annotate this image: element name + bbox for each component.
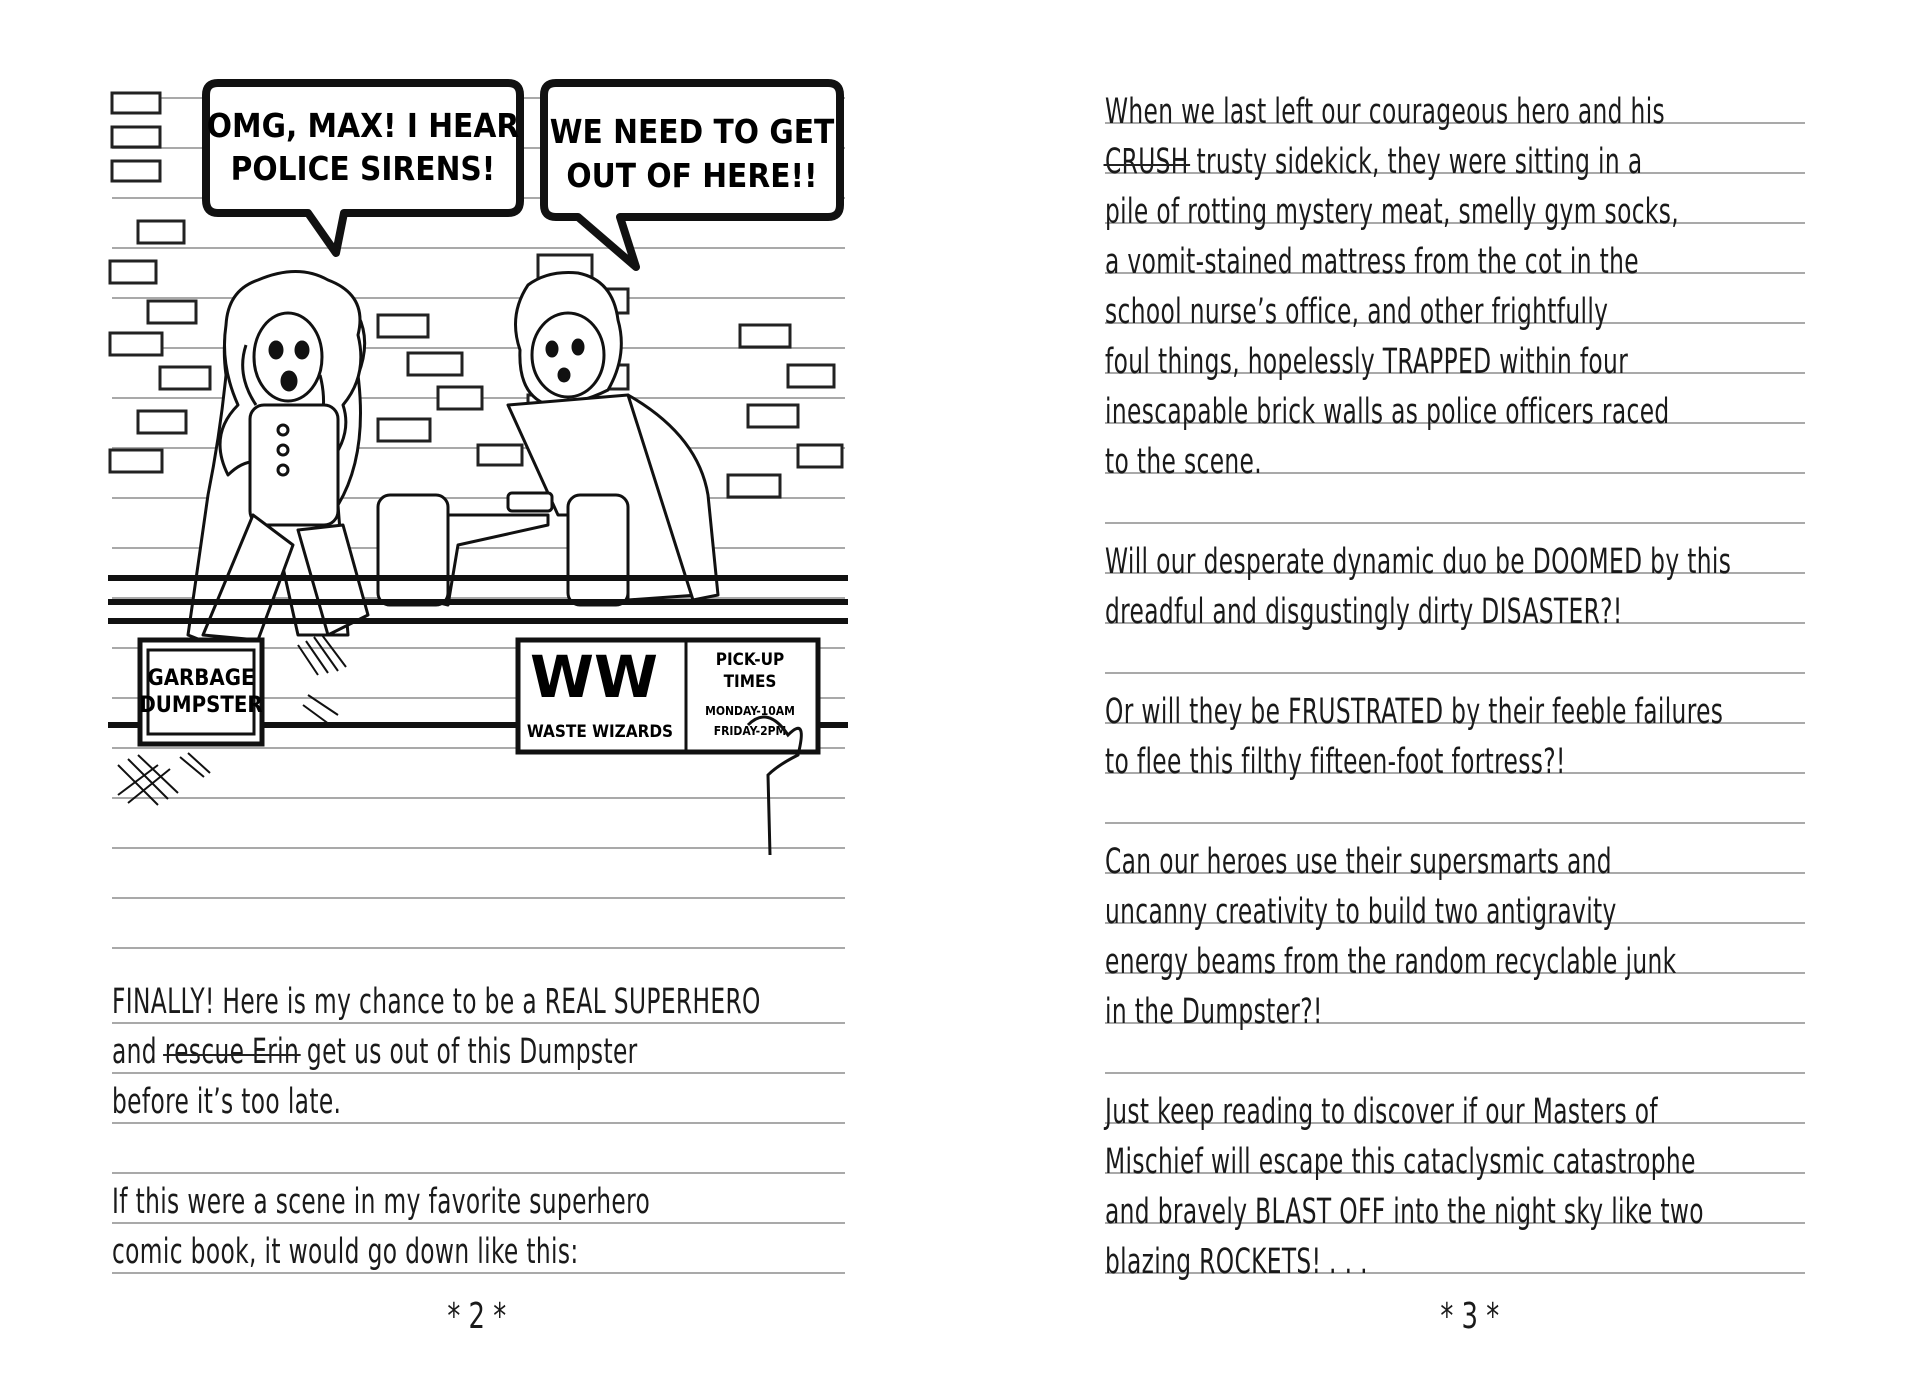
waste-wizards-logo: WW bbox=[530, 643, 658, 711]
left-page bbox=[0, 0, 962, 1400]
left-paragraph-2 bbox=[112, 1177, 650, 1277]
comic-illustration bbox=[108, 75, 848, 975]
text-line: Just keep reading to discover if our Masters of bbox=[1105, 1092, 1658, 1132]
ruled-line bbox=[1105, 822, 1805, 824]
text-line: to the scene. bbox=[1105, 442, 1263, 482]
text-line bbox=[1105, 137, 1679, 187]
text-line: comic book, it would go down like this: bbox=[112, 1232, 579, 1272]
right-paragraph-2 bbox=[1105, 537, 1731, 637]
text-segment: and bbox=[112, 1032, 165, 1072]
text-line: a vomit-stained mattress from the cot in the bbox=[1105, 242, 1639, 282]
text-line: Will our desperate dynamic duo be DOOMED by this bbox=[1105, 542, 1732, 582]
text-line: dreadful and disgustingly dirty DISASTER?! bbox=[1105, 592, 1623, 632]
erin-character bbox=[188, 272, 368, 656]
bubble-erin-line1: OMG, MAX! I HEAR bbox=[206, 106, 520, 145]
text-line bbox=[112, 1027, 761, 1077]
text-line: When we last left our courageous hero and his bbox=[1105, 92, 1666, 132]
dumpster-label-line2: DUMPSTER bbox=[139, 693, 263, 718]
text-line: in the Dumpster?! bbox=[1105, 992, 1323, 1032]
garbage-dumpster-label bbox=[140, 640, 262, 744]
text-line: energy beams from the random recyclable junk bbox=[1105, 942, 1677, 982]
text-line: blazing ROCKETS! . . . bbox=[1105, 1242, 1368, 1282]
text-line: pile of rotting mystery meat, smelly gym socks, bbox=[1105, 192, 1680, 232]
text-line: Or will they be FRUSTRATED by their feeble failures bbox=[1105, 692, 1724, 732]
dumpster-label-line1: GARBAGE bbox=[147, 666, 255, 691]
text-line: foul things, hopelessly TRAPPED within four bbox=[1105, 342, 1629, 382]
ruled-line bbox=[1105, 522, 1805, 524]
pickup-title-line2: TIMES bbox=[723, 672, 777, 692]
bubble-max-line1: WE NEED TO GET bbox=[549, 112, 835, 151]
right-page bbox=[963, 0, 1925, 1400]
ruled-line bbox=[1105, 1072, 1805, 1074]
text-line: school nurse’s office, and other frightfully bbox=[1105, 292, 1609, 332]
struck-text: rescue Erin bbox=[164, 1032, 300, 1072]
text-line: Can our heroes use their supersmarts and bbox=[1105, 842, 1612, 882]
text-segment: get us out of this Dumpster bbox=[299, 1032, 638, 1072]
waste-wizards-name: WASTE WIZARDS bbox=[526, 722, 674, 742]
text-line: and bravely BLAST OFF into the night sky like two bbox=[1105, 1192, 1704, 1232]
pickup-title-line1: PICK-UP bbox=[715, 650, 785, 670]
page-number-left: * 2 * bbox=[447, 1296, 507, 1337]
right-paragraph-1 bbox=[1105, 87, 1679, 487]
right-paragraph-5 bbox=[1105, 1087, 1704, 1287]
right-paragraph-3 bbox=[1105, 687, 1723, 787]
text-line: inescapable brick walls as police officers raced bbox=[1105, 392, 1670, 432]
text-line: before it’s too late. bbox=[112, 1082, 342, 1122]
struck-text: CRUSH bbox=[1105, 142, 1189, 182]
right-paragraph-4 bbox=[1105, 837, 1676, 1037]
ruled-line bbox=[1105, 672, 1805, 674]
text-line: Mischief will escape this cataclysmic catastrophe bbox=[1105, 1142, 1696, 1182]
text-segment: trusty sidekick, they were sitting in a bbox=[1188, 142, 1643, 182]
text-line: FINALLY! Here is my chance to be a REAL SUPERHERO bbox=[112, 982, 761, 1022]
bubble-erin-line2: POLICE SIRENS! bbox=[230, 149, 496, 188]
text-line: If this were a scene in my favorite superhero bbox=[112, 1182, 651, 1222]
page-number-right: * 3 * bbox=[1440, 1296, 1500, 1337]
bubble-max-line2: OUT OF HERE!! bbox=[566, 156, 818, 195]
text-line: to flee this filthy fifteen-foot fortress?! bbox=[1105, 742, 1566, 782]
pickup-time-friday: FRIDAY-2PM bbox=[713, 724, 787, 738]
text-line: uncanny creativity to build two antigravity bbox=[1105, 892, 1617, 932]
pickup-time-monday: MONDAY-10AM bbox=[705, 704, 795, 718]
ruled-line bbox=[112, 1172, 845, 1174]
left-paragraph-1 bbox=[112, 977, 761, 1127]
